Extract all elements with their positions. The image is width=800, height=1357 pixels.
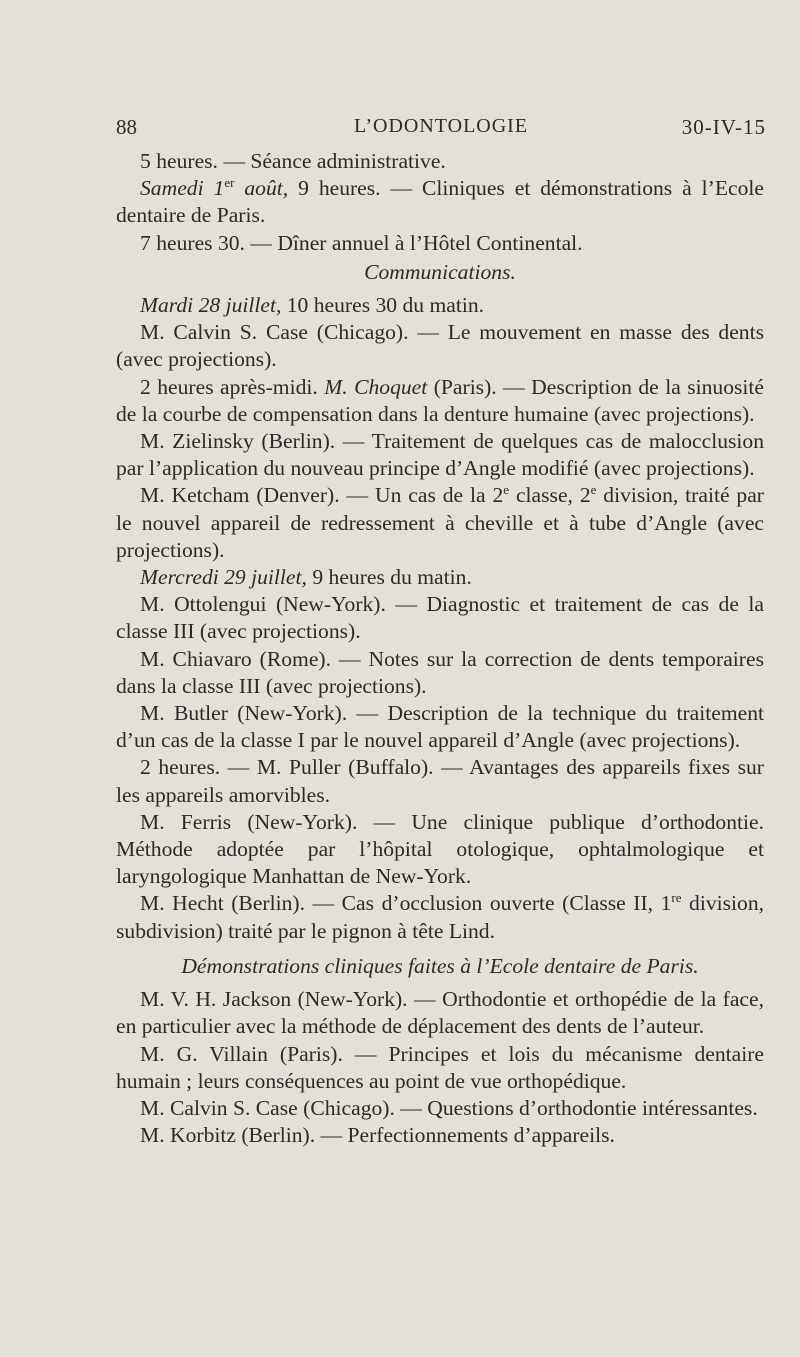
paragraph-text: 5 heures. — Séance administrative. bbox=[140, 149, 446, 173]
paragraph bbox=[116, 175, 764, 229]
paragraph-text: M. V. H. Jackson (New-York). — Orthodontie et orthopédie de la face, en particulier avec la méthode de déplacement des dents de l’auteur. bbox=[116, 987, 764, 1039]
paragraph-text: 9 heures. — Cliniques et démonstrations à l’Ecole dentaire de Paris. bbox=[116, 176, 764, 228]
paragraph-text: 9 heures du matin. bbox=[306, 565, 472, 590]
ordinal-suffix: er bbox=[224, 175, 235, 191]
page-number: 88 bbox=[116, 115, 137, 139]
paragraph-text: M. Calvin S. Case (Chicago). — Questions d’orthodontie intéressantes. bbox=[140, 1095, 758, 1120]
session-date bbox=[116, 564, 764, 591]
section-heading-communications: Communications. bbox=[364, 259, 516, 284]
demonstration-item bbox=[116, 1041, 764, 1095]
communication-item bbox=[116, 809, 764, 891]
paragraph-text: M. Hecht (Berlin). — Cas d’occlusion ouverte (Classe II, 1 bbox=[140, 891, 672, 916]
paragraph-text: 10 heures 30 du matin. bbox=[281, 293, 485, 318]
paragraph-text: M. Korbitz (Berlin). — Perfectionnements d’appareils. bbox=[140, 1123, 615, 1148]
paragraph-text: M. Ketcham (Denver). — Un cas de la 2 bbox=[140, 483, 504, 508]
ordinal-suffix: re bbox=[671, 890, 682, 906]
ordinal-suffix: e bbox=[590, 482, 597, 498]
communication-item bbox=[116, 428, 764, 482]
issue-date: 30-IV-15 bbox=[681, 115, 766, 139]
day-number: 1 bbox=[213, 176, 225, 201]
paragraph-text: M. Butler (New-York). — Description de la technique du traitement d’un cas de la classe I par le nouvel appareil d’Angle (avec projections). bbox=[116, 701, 764, 753]
paragraph bbox=[116, 148, 764, 175]
paragraph-text: (Paris). — Description de la sinuosité de la courbe de compensation dans la denture humaine (avec projections). bbox=[116, 374, 764, 426]
paragraph-text: M. Chiavaro (Rome). — Notes sur la correction de dents temporaires dans la classe III (avec projections). bbox=[116, 646, 764, 698]
paragraph-text: M. Zielinsky (Berlin). — Traitement de quelques cas de malocclusion par l’application du nouveau principe d’Angle modifié (avec projections). bbox=[116, 429, 764, 481]
communication-item bbox=[116, 482, 764, 564]
day-name: Samedi bbox=[140, 176, 204, 201]
paragraph-text: 2 heures. — M. Puller (Buffalo). — Avantages des appareils fixes sur les appareils amorvibles. bbox=[116, 755, 764, 807]
page-body bbox=[116, 148, 764, 1149]
paragraph-text: M. Ferris (New-York). — Une clinique publique d’orthodontie. Méthode adoptée par l’hôpital otologique, ophtalmologique et laryngologique Manhattan de New-York. bbox=[116, 809, 764, 889]
demonstration-item bbox=[116, 986, 764, 1040]
communication-item bbox=[116, 700, 764, 754]
journal-title: L’ODONTOLOGIE bbox=[353, 115, 529, 137]
running-header bbox=[116, 115, 766, 145]
date-label: Mardi 28 juillet, bbox=[140, 293, 282, 318]
paragraph-text: M. Calvin S. Case (Chicago). — Le mouvement en masse des dents (avec projections). bbox=[116, 320, 764, 372]
paragraph-text: M. G. Villain (Paris). — Principes et lois du mécanisme dentaire humain ; leurs conséquences au point de vue orthopédique. bbox=[116, 1041, 764, 1093]
session-date bbox=[116, 292, 764, 319]
communication-item bbox=[116, 890, 764, 944]
month-name: août, bbox=[244, 176, 289, 201]
time-label: 2 heures après-midi. bbox=[140, 374, 325, 399]
speaker-name: M. Choquet bbox=[324, 374, 428, 399]
section-heading-demonstrations: Démonstrations cliniques faites à l’Ecole dentaire de Paris. bbox=[181, 953, 699, 978]
communication-item bbox=[116, 319, 764, 373]
paragraph-text: 7 heures 30. — Dîner annuel à l’Hôtel Continental. bbox=[140, 230, 583, 255]
demonstration-item bbox=[116, 1095, 764, 1122]
demonstration-item bbox=[116, 1122, 764, 1149]
paragraph bbox=[116, 230, 764, 257]
communication-item bbox=[116, 591, 764, 645]
date-label: Mercredi 29 juillet, bbox=[140, 565, 307, 590]
paragraph-text: division, subdivision) traité par le pignon à tête Lind. bbox=[116, 891, 765, 943]
paragraph-text: division, traité par le nouvel appareil de redressement à cheville et à tube d’Angle (avec projections). bbox=[116, 483, 764, 562]
paragraph-text: classe, 2 bbox=[509, 483, 591, 508]
communication-item bbox=[116, 754, 764, 808]
communication-item bbox=[116, 374, 764, 428]
communication-item bbox=[116, 646, 764, 700]
paragraph-text: M. Ottolengui (New-York). — Diagnostic et traitement de cas de la classe III (avec projections). bbox=[116, 592, 764, 644]
ordinal-suffix: e bbox=[503, 482, 510, 498]
